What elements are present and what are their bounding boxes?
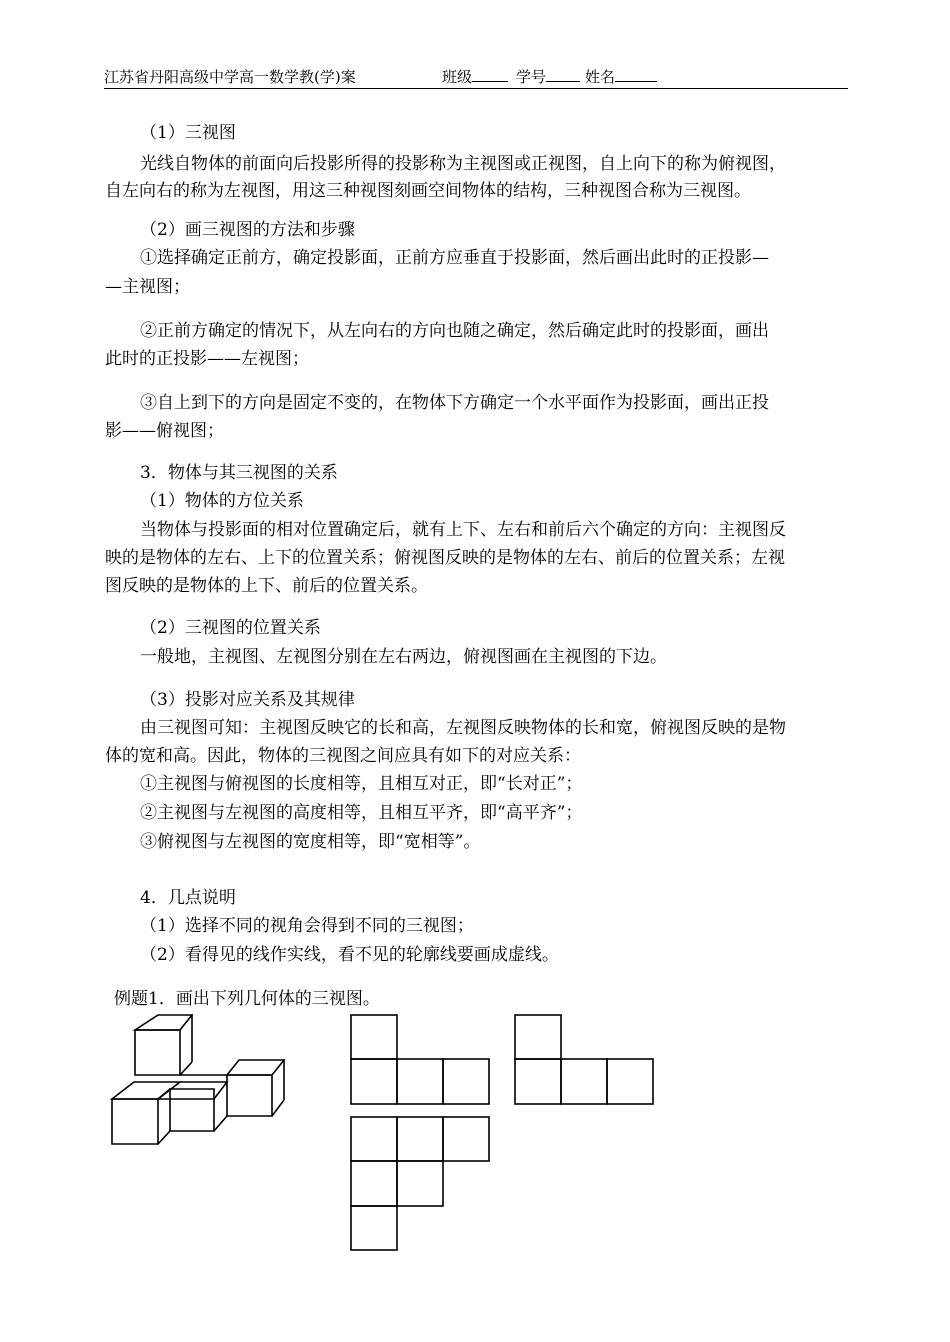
note-line: （2）看得见的线作实线，看不见的轮廓线要画成虚线。 — [140, 945, 559, 965]
note-line: （1）选择不同的视角会得到不同的三视图； — [140, 916, 474, 936]
step-3-line: ③自上到下的方向是固定不变的，在物体下方确定一个水平面作为投影面，画出正投 — [140, 393, 769, 413]
paragraph-line: 当物体与投影面的相对位置确定后，就有上下、左右和前后六个确定的方向：主视图反 — [140, 520, 786, 540]
subheading-projection-rules: （3）投影对应关系及其规律 — [140, 690, 355, 710]
paragraph-line: 由三视图可知：主视图反映它的长和高，左视图反映物体的长和宽，俯视图反映的是物 — [140, 718, 786, 738]
subheading-three-views: （1）三视图 — [140, 123, 236, 143]
name-label: 姓名 — [585, 68, 616, 86]
rule-line: ①主视图与俯视图的长度相等，且相互对正，即“长对正”； — [140, 774, 583, 794]
step-3-line: 影——俯视图； — [105, 421, 224, 441]
paragraph-line: 图反映的是物体的上下、前后的位置关系。 — [105, 576, 428, 596]
subheading-drawing-steps: （2）画三视图的方法和步骤 — [140, 220, 355, 240]
paragraph-line: 映的是物体的左右、上下的位置关系；俯视图反映的是物体的左右、前后的位置关系；左视 — [105, 548, 785, 568]
step-2-line: 此时的正投影——左视图； — [105, 349, 309, 369]
rule-line: ③俯视图与左视图的宽度相等，即“宽相等”。 — [140, 832, 481, 852]
section-heading-4: 4．几点说明 — [140, 888, 236, 908]
subheading-orientation: （1）物体的方位关系 — [140, 491, 304, 511]
top-view-figure — [351, 1117, 489, 1250]
step-1-line: —主视图； — [105, 277, 190, 297]
step-2-line: ②正前方确定的情况下，从左向右的方向也随之确定，然后确定此时的投影面，画出 — [140, 321, 769, 341]
step-1-line: ①选择确定正前方，确定投影面，正前方应垂直于投影面，然后画出此时的正投影— — [140, 248, 769, 268]
school-title: 江苏省丹阳高级中学高一数学教(学)案 — [104, 68, 356, 86]
paragraph-line: 一般地，主视图、左视图分别在左右两边，俯视图画在主视图的下边。 — [140, 647, 667, 667]
left-view-figure — [515, 1015, 653, 1104]
paragraph-line: 自左向右的称为左视图，用这三种视图刻画空间物体的结构，三种视图合称为三视图。 — [105, 181, 751, 201]
subheading-position: （2）三视图的位置关系 — [140, 618, 321, 638]
section-heading-3: 3．物体与其三视图的关系 — [140, 463, 338, 483]
front-view-figure — [351, 1015, 489, 1104]
block-solid-figure — [112, 1015, 284, 1144]
rule-line: ②主视图与左视图的高度相等，且相互平齐，即“高平齐”； — [140, 803, 583, 823]
example-1-title: 例题1．画出下列几何体的三视图。 — [114, 989, 380, 1009]
student-id-label: 学号 — [516, 68, 547, 86]
paragraph-line: 光线自物体的前面向后投影所得的投影称为主视图或正视图，自上向下的称为俯视图， — [140, 154, 786, 174]
class-label: 班级 — [442, 68, 473, 86]
paragraph-line: 体的宽和高。因此，物体的三视图之间应具有如下的对应关系： — [105, 746, 581, 766]
